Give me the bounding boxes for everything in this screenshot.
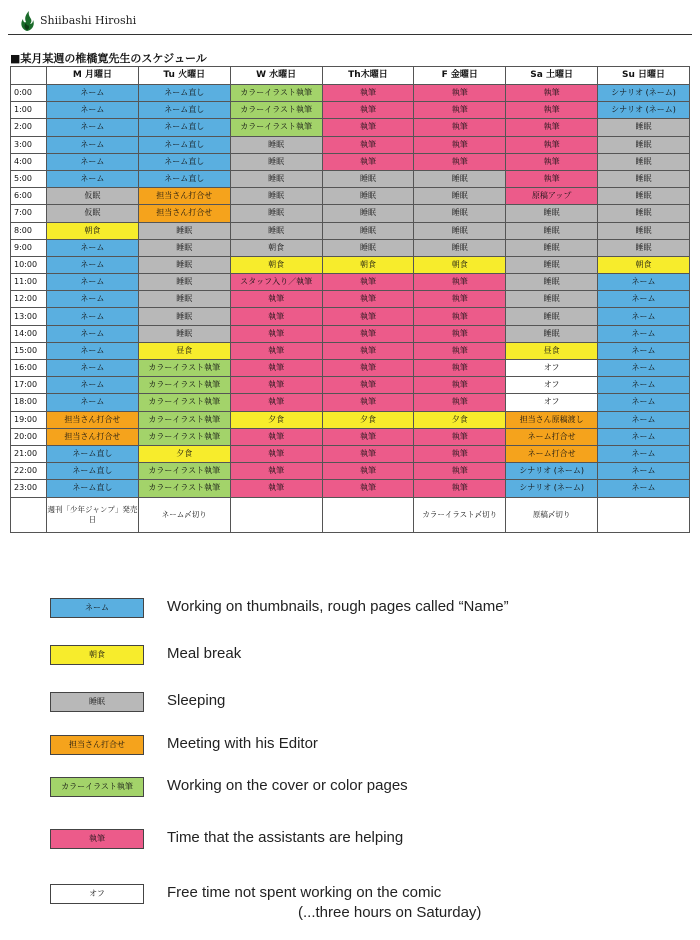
schedule-cell: ネーム — [47, 256, 139, 273]
time-cell: 12:00 — [11, 291, 47, 308]
time-cell: 20:00 — [11, 428, 47, 445]
time-cell: 0:00 — [11, 85, 47, 102]
schedule-cell: 睡眠 — [138, 222, 230, 239]
schedule-cell: 執筆 — [322, 342, 414, 359]
schedule-cell: 執筆 — [322, 463, 414, 480]
day-header: W 水曜日 — [230, 67, 322, 85]
schedule-cell: 執筆 — [506, 153, 598, 170]
schedule-cell: ネーム — [47, 153, 139, 170]
schedule-cell: 朝食 — [322, 256, 414, 273]
schedule-cell: 朝食 — [230, 256, 322, 273]
schedule-cell: 夕食 — [230, 411, 322, 428]
day-header: Sa 土曜日 — [506, 67, 598, 85]
schedule-cell: 睡眠 — [230, 136, 322, 153]
schedule-cell: 睡眠 — [598, 136, 690, 153]
schedule-cell: オフ — [506, 377, 598, 394]
legend-swatch: 睡眠 — [50, 692, 144, 712]
schedule-cell: シナリオ (ネーム) — [506, 463, 598, 480]
schedule-cell: ネーム — [47, 274, 139, 291]
schedule-cell: ネーム — [47, 360, 139, 377]
schedule-cell: 執筆 — [414, 480, 506, 497]
schedule-cell: ネーム — [47, 308, 139, 325]
table-row — [11, 239, 690, 256]
schedule-cell: 睡眠 — [230, 205, 322, 222]
page-header — [8, 8, 692, 35]
legend-swatch: 執筆 — [50, 829, 144, 849]
legend-swatch: オフ — [50, 884, 144, 904]
schedule-cell: ネーム — [598, 342, 690, 359]
day-header-row — [11, 67, 690, 85]
table-row — [11, 342, 690, 359]
schedule-cell: ネーム — [47, 170, 139, 187]
schedule-cell: 朝食 — [230, 239, 322, 256]
schedule-cell: 執筆 — [322, 274, 414, 291]
table-row — [11, 85, 690, 102]
schedule-cell: シナリオ (ネーム) — [598, 102, 690, 119]
schedule-cell: 担当さん打合せ — [138, 188, 230, 205]
schedule-cell: 睡眠 — [322, 222, 414, 239]
deadline-note: カラーイラスト〆切り — [414, 497, 506, 532]
schedule-cell: カラーイラスト執筆 — [138, 360, 230, 377]
schedule-cell: ネーム — [47, 342, 139, 359]
schedule-cell: 執筆 — [414, 428, 506, 445]
schedule-cell: 睡眠 — [138, 291, 230, 308]
schedule-cell: 執筆 — [414, 445, 506, 462]
time-cell: 1:00 — [11, 102, 47, 119]
schedule-cell: 睡眠 — [414, 188, 506, 205]
table-row — [11, 308, 690, 325]
schedule-cell: 執筆 — [322, 428, 414, 445]
schedule-cell: ネーム直し — [47, 480, 139, 497]
schedule-cell: 夕食 — [322, 411, 414, 428]
schedule-cell: 睡眠 — [598, 239, 690, 256]
schedule-cell: 執筆 — [322, 102, 414, 119]
schedule-cell: 執筆 — [230, 428, 322, 445]
table-row — [11, 136, 690, 153]
schedule-cell: 執筆 — [414, 342, 506, 359]
time-cell: 5:00 — [11, 170, 47, 187]
time-cell: 2:00 — [11, 119, 47, 136]
schedule-cell: カラーイラスト執筆 — [230, 119, 322, 136]
deadline-notes-row — [11, 497, 690, 532]
schedule-cell: 睡眠 — [230, 153, 322, 170]
table-row — [11, 256, 690, 273]
legend-item — [0, 598, 700, 638]
schedule-cell: 執筆 — [322, 153, 414, 170]
table-row — [11, 102, 690, 119]
schedule-cell: 執筆 — [230, 463, 322, 480]
schedule-cell: ネーム直し — [138, 170, 230, 187]
schedule-cell: 執筆 — [414, 308, 506, 325]
schedule-cell: 執筆 — [230, 394, 322, 411]
schedule-cell: 執筆 — [506, 102, 598, 119]
schedule-cell: 執筆 — [322, 308, 414, 325]
schedule-cell: シナリオ (ネーム) — [506, 480, 598, 497]
schedule-cell: 執筆 — [322, 445, 414, 462]
schedule-cell: ネーム直し — [138, 119, 230, 136]
schedule-cell: 執筆 — [506, 119, 598, 136]
schedule-cell: 執筆 — [322, 119, 414, 136]
schedule-cell: カラーイラスト執筆 — [138, 428, 230, 445]
legend-text: Working on thumbnails, rough pages called “Name” — [167, 598, 509, 615]
legend-item — [0, 777, 700, 817]
schedule-cell: ネーム — [47, 377, 139, 394]
table-row — [11, 394, 690, 411]
legend-text: Meal break — [167, 645, 242, 662]
schedule-cell: 執筆 — [322, 325, 414, 342]
schedule-cell: ネーム — [598, 411, 690, 428]
notes-corner-cell — [11, 497, 47, 532]
schedule-cell: ネーム — [47, 119, 139, 136]
schedule-cell: ネーム — [598, 360, 690, 377]
schedule-cell: ネーム — [598, 445, 690, 462]
schedule-cell: ネーム直し — [47, 463, 139, 480]
time-cell: 14:00 — [11, 325, 47, 342]
schedule-cell: オフ — [506, 360, 598, 377]
table-row — [11, 153, 690, 170]
time-cell: 11:00 — [11, 274, 47, 291]
schedule-cell: 昼食 — [506, 342, 598, 359]
schedule-cell: 執筆 — [230, 360, 322, 377]
table-row — [11, 274, 690, 291]
schedule-cell: スタッフ入り／執筆 — [230, 274, 322, 291]
table-row — [11, 463, 690, 480]
schedule-cell: 執筆 — [414, 394, 506, 411]
schedule-cell: ネーム — [47, 102, 139, 119]
schedule-cell: 執筆 — [322, 291, 414, 308]
schedule-cell: カラーイラスト執筆 — [138, 411, 230, 428]
schedule-cell: 睡眠 — [598, 205, 690, 222]
schedule-cell: ネーム — [47, 291, 139, 308]
legend-item — [0, 829, 700, 869]
schedule-cell: 睡眠 — [138, 325, 230, 342]
day-header: Su 日曜日 — [598, 67, 690, 85]
schedule-cell: カラーイラスト執筆 — [138, 394, 230, 411]
schedule-cell: カラーイラスト執筆 — [230, 85, 322, 102]
legend-swatch: カラーイラスト執筆 — [50, 777, 144, 797]
schedule-cell: 夕食 — [414, 411, 506, 428]
table-row — [11, 411, 690, 428]
time-cell: 21:00 — [11, 445, 47, 462]
table-row — [11, 170, 690, 187]
time-cell: 10:00 — [11, 256, 47, 273]
deadline-note — [598, 497, 690, 532]
time-cell: 7:00 — [11, 205, 47, 222]
schedule-cell: ネーム直し — [47, 445, 139, 462]
schedule-cell: 睡眠 — [414, 205, 506, 222]
schedule-cell: 睡眠 — [322, 205, 414, 222]
schedule-cell: 朝食 — [47, 222, 139, 239]
time-cell: 3:00 — [11, 136, 47, 153]
schedule-cell: カラーイラスト執筆 — [138, 480, 230, 497]
schedule-cell: 担当さん打合せ — [138, 205, 230, 222]
schedule-cell: ネーム打合せ — [506, 428, 598, 445]
time-cell: 9:00 — [11, 239, 47, 256]
schedule-cell: 執筆 — [322, 360, 414, 377]
day-header: M 月曜日 — [47, 67, 139, 85]
schedule-cell: 執筆 — [414, 102, 506, 119]
legend-item — [0, 645, 700, 685]
schedule-cell: ネーム — [47, 85, 139, 102]
schedule-cell: 睡眠 — [414, 239, 506, 256]
table-row — [11, 445, 690, 462]
schedule-cell: ネーム直し — [138, 85, 230, 102]
schedule-cell: 睡眠 — [322, 188, 414, 205]
table-row — [11, 222, 690, 239]
schedule-cell: 執筆 — [414, 119, 506, 136]
time-cell: 15:00 — [11, 342, 47, 359]
schedule-cell: ネーム — [598, 394, 690, 411]
legend-swatch: 担当さん打合せ — [50, 735, 144, 755]
schedule-cell: 朝食 — [414, 256, 506, 273]
schedule-cell: 睡眠 — [230, 170, 322, 187]
schedule-cell: 睡眠 — [506, 222, 598, 239]
schedule-cell: 執筆 — [414, 136, 506, 153]
table-row — [11, 119, 690, 136]
schedule-cell: 執筆 — [230, 308, 322, 325]
schedule-cell: 執筆 — [230, 342, 322, 359]
schedule-cell: 執筆 — [322, 377, 414, 394]
legend-item — [0, 692, 700, 732]
time-cell: 8:00 — [11, 222, 47, 239]
legend-text: Working on the cover or color pages — [167, 777, 408, 794]
schedule-cell: オフ — [506, 394, 598, 411]
table-row — [11, 428, 690, 445]
schedule-cell: 睡眠 — [598, 119, 690, 136]
schedule-cell: 睡眠 — [230, 188, 322, 205]
table-row — [11, 291, 690, 308]
schedule-cell: 睡眠 — [138, 239, 230, 256]
schedule-cell: 睡眠 — [506, 291, 598, 308]
schedule-cell: カラーイラスト執筆 — [138, 377, 230, 394]
legend-swatch: ネーム — [50, 598, 144, 618]
schedule-cell: ネーム直し — [138, 102, 230, 119]
schedule-cell: ネーム — [598, 325, 690, 342]
schedule-cell: 執筆 — [414, 360, 506, 377]
schedule-cell: 執筆 — [414, 274, 506, 291]
schedule-cell: 執筆 — [230, 325, 322, 342]
time-cell: 22:00 — [11, 463, 47, 480]
deadline-note — [322, 497, 414, 532]
schedule-cell: 担当さん原稿渡し — [506, 411, 598, 428]
schedule-cell: 原稿アップ — [506, 188, 598, 205]
schedule-cell: ネーム直し — [138, 136, 230, 153]
schedule-cell: ネーム — [598, 377, 690, 394]
schedule-cell: ネーム — [47, 239, 139, 256]
schedule-cell: ネーム直し — [138, 153, 230, 170]
schedule-cell: ネーム — [598, 463, 690, 480]
schedule-cell: 執筆 — [322, 394, 414, 411]
schedule-cell: 執筆 — [230, 445, 322, 462]
schedule-cell: 仮眠 — [47, 205, 139, 222]
legend-text: Sleeping — [167, 692, 226, 709]
schedule-cell: 担当さん打合せ — [47, 411, 139, 428]
schedule-cell: ネーム — [598, 428, 690, 445]
schedule-cell: 夕食 — [138, 445, 230, 462]
time-cell: 13:00 — [11, 308, 47, 325]
time-cell: 4:00 — [11, 153, 47, 170]
table-row — [11, 325, 690, 342]
schedule-cell: ネーム — [47, 394, 139, 411]
time-cell: 18:00 — [11, 394, 47, 411]
schedule-cell: 睡眠 — [506, 256, 598, 273]
schedule-cell: 執筆 — [230, 377, 322, 394]
schedule-cell: 睡眠 — [506, 239, 598, 256]
schedule-cell: 睡眠 — [598, 153, 690, 170]
schedule-title: ■某月某週の椎橋寛先生のスケジュール — [10, 52, 207, 65]
corner-cell — [11, 67, 47, 85]
schedule-cell: 睡眠 — [138, 308, 230, 325]
flame-logo-icon — [18, 10, 36, 32]
legend-item — [0, 884, 700, 924]
schedule-cell: ネーム — [598, 274, 690, 291]
schedule-cell: 睡眠 — [506, 325, 598, 342]
schedule-cell: 朝食 — [598, 256, 690, 273]
schedule-cell: 睡眠 — [598, 222, 690, 239]
day-header: F 金曜日 — [414, 67, 506, 85]
schedule-cell: 睡眠 — [598, 170, 690, 187]
deadline-note: 原稿〆切り — [506, 497, 598, 532]
schedule-cell: 睡眠 — [506, 205, 598, 222]
schedule-cell: 担当さん打合せ — [47, 428, 139, 445]
table-row — [11, 205, 690, 222]
legend-text: Free time not spent working on the comic — [167, 884, 442, 901]
schedule-cell: 執筆 — [322, 85, 414, 102]
schedule-cell: 執筆 — [414, 85, 506, 102]
time-cell: 6:00 — [11, 188, 47, 205]
schedule-cell: 執筆 — [506, 170, 598, 187]
legend-item — [0, 735, 700, 775]
schedule-cell: ネーム打合せ — [506, 445, 598, 462]
schedule-cell: ネーム — [47, 136, 139, 153]
time-cell: 23:00 — [11, 480, 47, 497]
schedule-cell: ネーム — [598, 480, 690, 497]
schedule-cell: ネーム — [47, 325, 139, 342]
schedule-cell: 執筆 — [506, 85, 598, 102]
table-row — [11, 360, 690, 377]
schedule-cell: 執筆 — [414, 325, 506, 342]
schedule-table — [10, 66, 690, 533]
schedule-cell: 睡眠 — [414, 170, 506, 187]
schedule-cell: 執筆 — [414, 463, 506, 480]
schedule-cell: 睡眠 — [598, 188, 690, 205]
schedule-cell: 睡眠 — [322, 170, 414, 187]
schedule-cell: 睡眠 — [322, 239, 414, 256]
legend-text: Time that the assistants are helping — [167, 829, 404, 846]
time-cell: 17:00 — [11, 377, 47, 394]
day-header: Th木曜日 — [322, 67, 414, 85]
schedule-cell: 昼食 — [138, 342, 230, 359]
day-header: Tu 火曜日 — [138, 67, 230, 85]
time-cell: 19:00 — [11, 411, 47, 428]
author-name: Shiibashi Hiroshi — [40, 14, 137, 27]
table-row — [11, 377, 690, 394]
schedule-cell: 睡眠 — [138, 256, 230, 273]
schedule-cell: 執筆 — [414, 291, 506, 308]
schedule-cell: 睡眠 — [138, 274, 230, 291]
legend-text-continued: (...three hours on Saturday) — [298, 904, 482, 921]
schedule-cell: 睡眠 — [506, 274, 598, 291]
legend-text: Meeting with his Editor — [167, 735, 318, 752]
schedule-cell: カラーイラスト執筆 — [230, 102, 322, 119]
schedule-cell: 執筆 — [414, 153, 506, 170]
schedule-cell: 執筆 — [230, 480, 322, 497]
schedule-cell: 執筆 — [414, 377, 506, 394]
table-row — [11, 480, 690, 497]
schedule-cell: 執筆 — [322, 480, 414, 497]
schedule-cell: 執筆 — [230, 291, 322, 308]
schedule-cell: カラーイラスト執筆 — [138, 463, 230, 480]
schedule-cell: 睡眠 — [414, 222, 506, 239]
schedule-cell: ネーム — [598, 291, 690, 308]
schedule-cell: 執筆 — [322, 136, 414, 153]
schedule-cell: 睡眠 — [230, 222, 322, 239]
deadline-note: 週刊「少年ジャンプ」発売日 — [47, 497, 139, 532]
schedule-cell: 睡眠 — [506, 308, 598, 325]
table-row — [11, 188, 690, 205]
schedule-cell: 仮眠 — [47, 188, 139, 205]
time-cell: 16:00 — [11, 360, 47, 377]
deadline-note: ネーム〆切り — [138, 497, 230, 532]
schedule-cell: シナリオ (ネーム) — [598, 85, 690, 102]
schedule-cell: ネーム — [598, 308, 690, 325]
legend-swatch: 朝食 — [50, 645, 144, 665]
deadline-note — [230, 497, 322, 532]
schedule-cell: 執筆 — [506, 136, 598, 153]
